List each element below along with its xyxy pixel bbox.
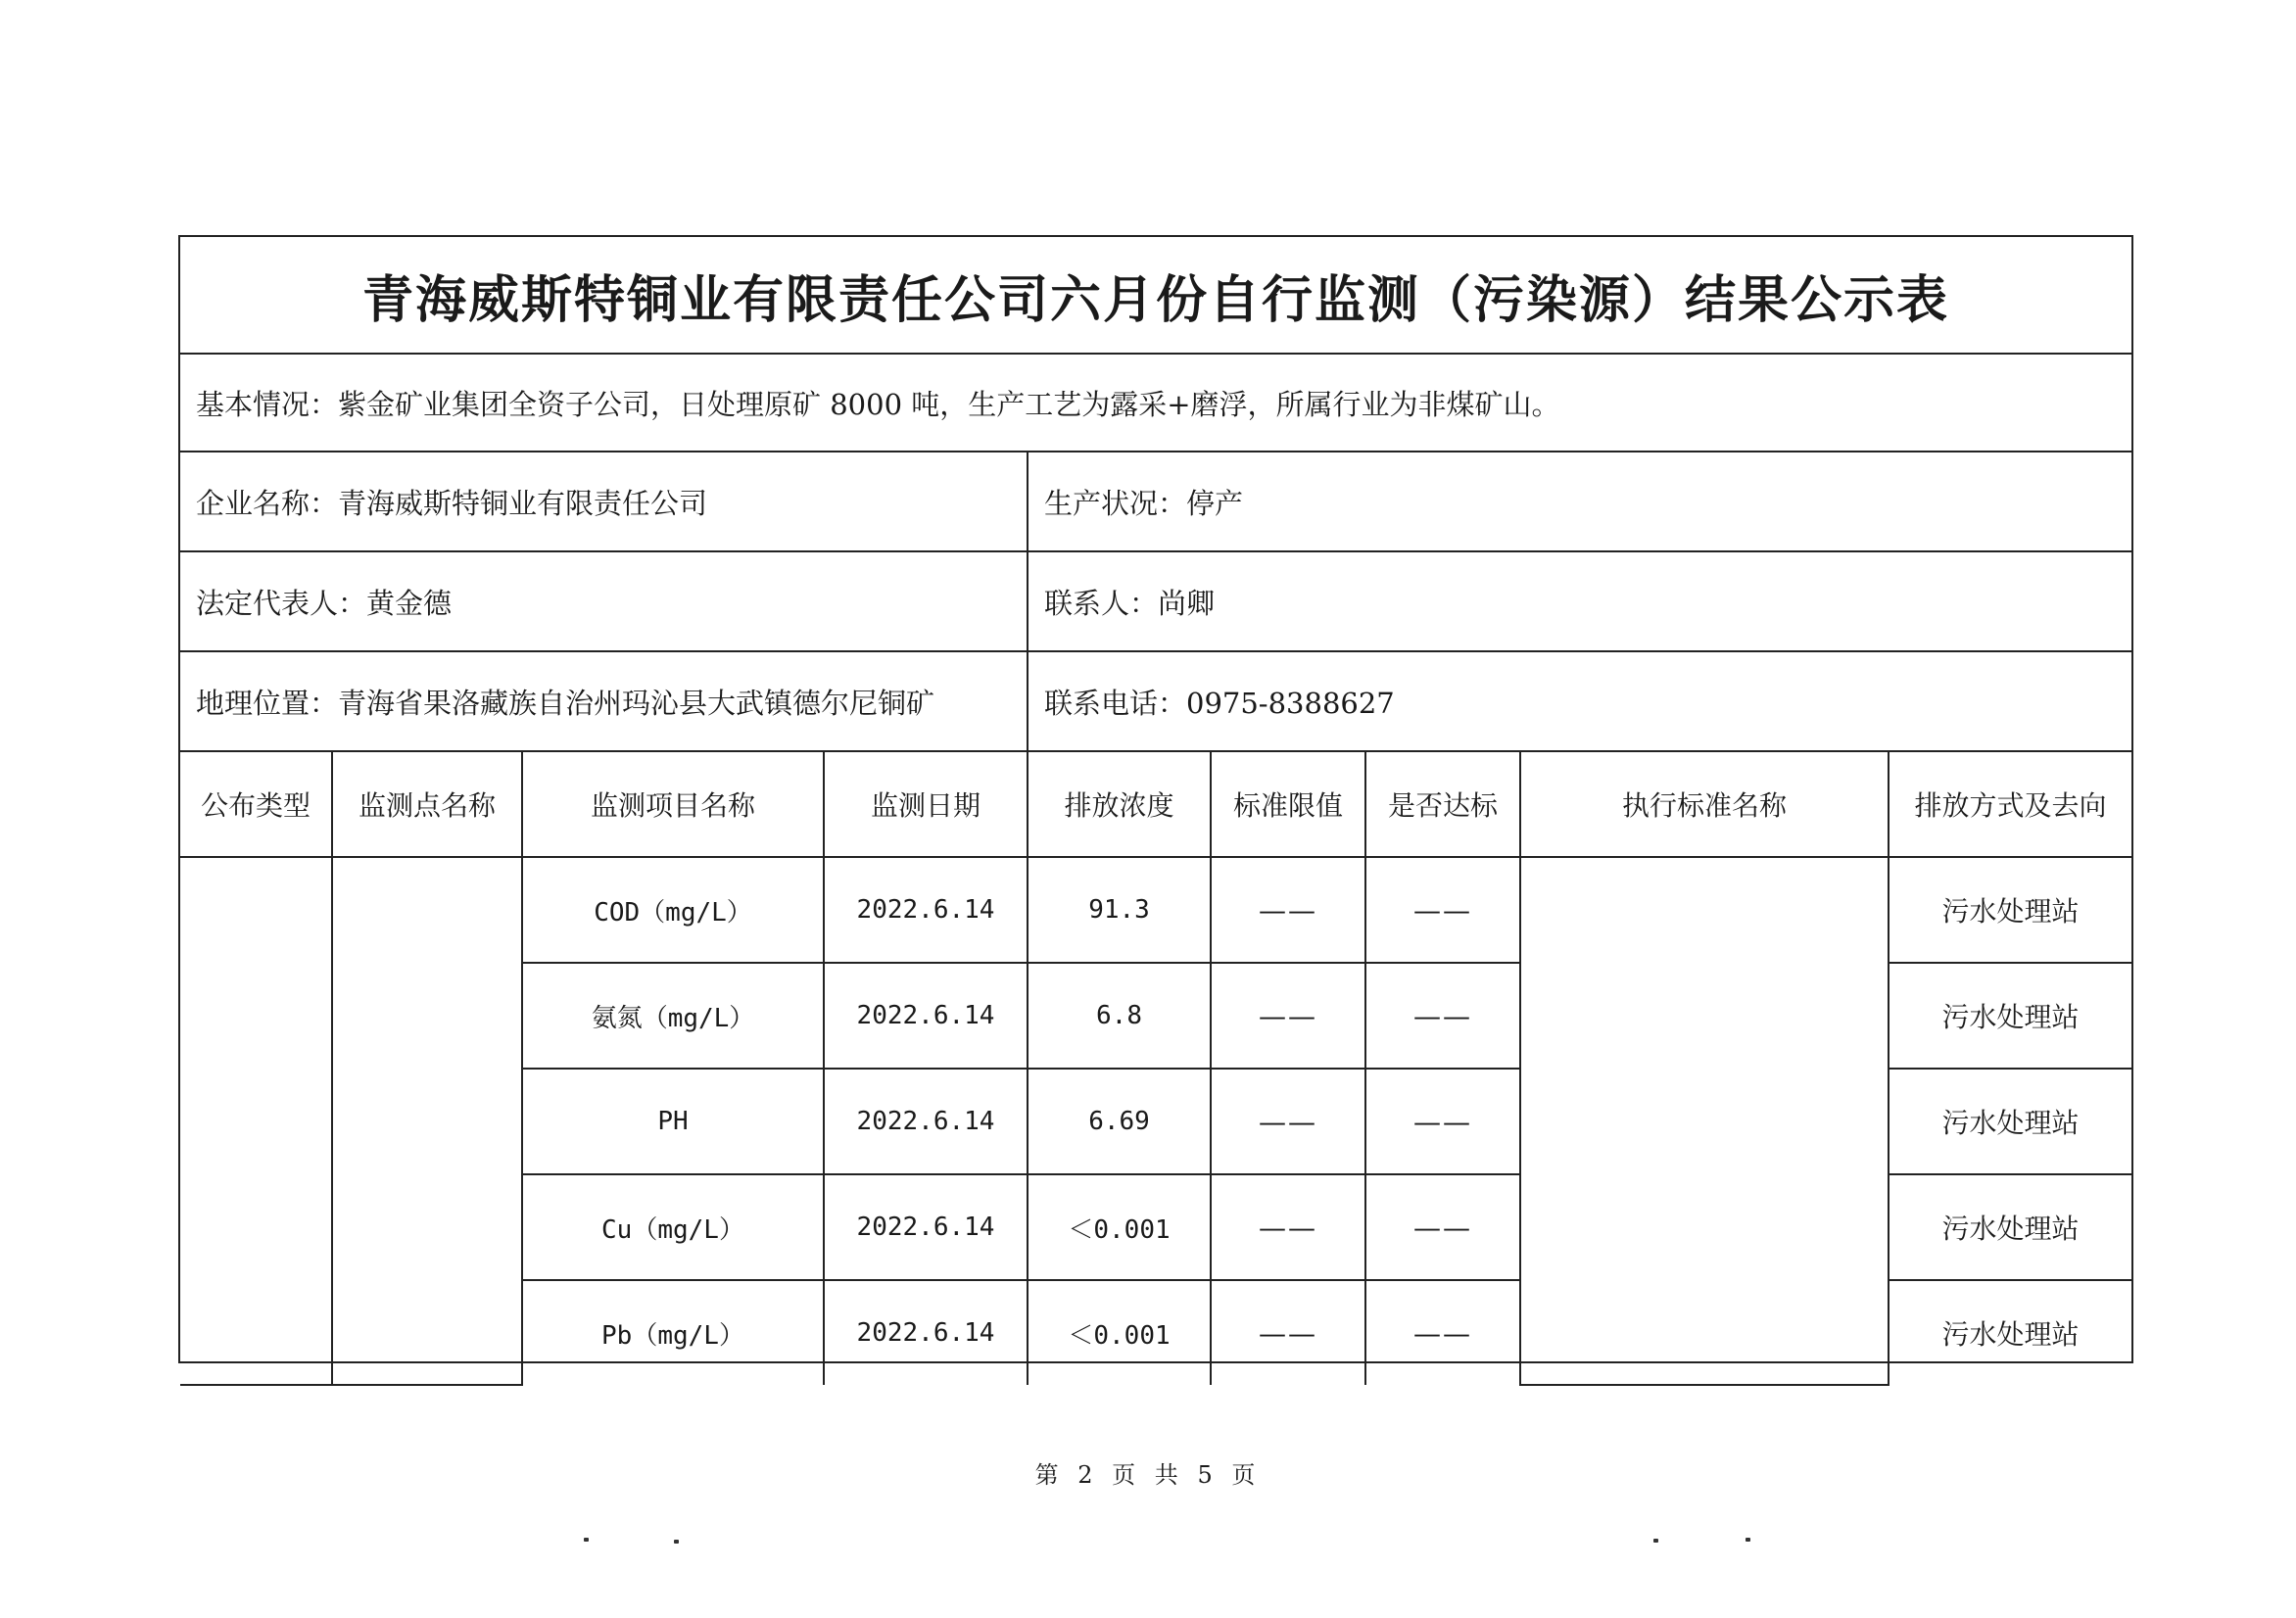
page-footer (0, 1455, 2296, 1490)
limit-cell: —— (1211, 857, 1365, 963)
header-monitoring-item: 监测项目名称 (522, 752, 824, 857)
header-standard-limit: 标准限值 (1211, 752, 1365, 857)
company-name-cell (180, 452, 1028, 550)
scan-speck (674, 1540, 679, 1544)
date-cell: 2022.6.14 (824, 963, 1028, 1069)
production-status: 生产状况：停产 (1044, 486, 1244, 520)
limit-cell: —— (1211, 963, 1365, 1069)
standard-name-cell (1520, 857, 1889, 1385)
basic-info: 基本情况：紫金矿业集团全资子公司，日处理原矿 8000 吨，生产工艺为露采+磨浮，所属行业为非煤矿山。 (196, 387, 1560, 421)
value-cell: 6.69 (1028, 1069, 1211, 1174)
page-title: 青海威斯特铜业有限责任公司六月份自行监测（污染源）结果公示表 (361, 269, 1949, 330)
compliance-cell: —— (1365, 857, 1520, 963)
header-compliance: 是否达标 (1365, 752, 1520, 857)
scan-speck (1653, 1539, 1658, 1543)
limit-cell: —— (1211, 1280, 1365, 1385)
date-cell: 2022.6.14 (824, 1174, 1028, 1280)
publish-type-cell (180, 857, 332, 1385)
legal-rep-cell (180, 552, 1028, 650)
results-table-sheet (178, 235, 2133, 1363)
scan-speck (1746, 1538, 1750, 1542)
date-cell: 2022.6.14 (824, 857, 1028, 963)
location: 地理位置：青海省果洛藏族自治州玛沁县大武镇德尔尼铜矿 (196, 686, 935, 720)
compliance-cell: —— (1365, 1174, 1520, 1280)
header-publish-type: 公布类型 (180, 752, 332, 857)
table-header-row (180, 752, 2131, 857)
compliance-cell: —— (1365, 1280, 1520, 1385)
legal-rep: 法定代表人：黄金德 (196, 586, 453, 620)
scan-speck (584, 1538, 589, 1542)
date-cell: 2022.6.14 (824, 1280, 1028, 1385)
destination-cell: 污水处理站 (1889, 963, 2131, 1069)
header-discharge-destination: 排放方式及去向 (1889, 752, 2131, 857)
monitoring-table (180, 752, 2131, 1386)
destination-cell: 污水处理站 (1889, 1069, 2131, 1174)
basic-info-row (180, 355, 2131, 452)
company-name: 企业名称：青海威斯特铜业有限责任公司 (196, 486, 708, 520)
destination-cell: 污水处理站 (1889, 1174, 2131, 1280)
info-row-legal (180, 552, 2131, 652)
item-cell: PH (522, 1069, 824, 1174)
table-row (180, 857, 2131, 963)
date-cell: 2022.6.14 (824, 1069, 1028, 1174)
header-monitoring-point: 监测点名称 (332, 752, 522, 857)
location-cell (180, 652, 1028, 750)
info-row-company (180, 452, 2131, 552)
item-cell: Cu（mg/L） (522, 1174, 824, 1280)
compliance-cell: —— (1365, 1069, 1520, 1174)
destination-cell: 污水处理站 (1889, 1280, 2131, 1385)
page-number: 第 2 页 共 5 页 (1034, 1461, 1262, 1489)
value-cell: ＜0.001 (1028, 1174, 1211, 1280)
value-cell: 91.3 (1028, 857, 1211, 963)
monitoring-table-area (180, 752, 2131, 1361)
compliance-cell: —— (1365, 963, 1520, 1069)
production-status-cell (1028, 452, 2131, 550)
header-concentration: 排放浓度 (1028, 752, 1211, 857)
monitoring-point-cell (332, 857, 522, 1385)
value-cell: ＜0.001 (1028, 1280, 1211, 1385)
item-cell: Pb（mg/L） (522, 1280, 824, 1385)
destination-cell: 污水处理站 (1889, 857, 2131, 963)
item-cell: COD（mg/L） (522, 857, 824, 963)
header-monitoring-date: 监测日期 (824, 752, 1028, 857)
info-row-location (180, 652, 2131, 752)
contact-person: 联系人：尚卿 (1044, 586, 1216, 620)
limit-cell: —— (1211, 1174, 1365, 1280)
title-row (180, 237, 2131, 355)
contact-person-cell (1028, 552, 2131, 650)
limit-cell: —— (1211, 1069, 1365, 1174)
phone: 联系电话：0975-8388627 (1044, 686, 1395, 720)
header-standard-name: 执行标准名称 (1520, 752, 1889, 857)
value-cell: 6.8 (1028, 963, 1211, 1069)
phone-cell (1028, 652, 2131, 750)
item-cell: 氨氮（mg/L） (522, 963, 824, 1069)
